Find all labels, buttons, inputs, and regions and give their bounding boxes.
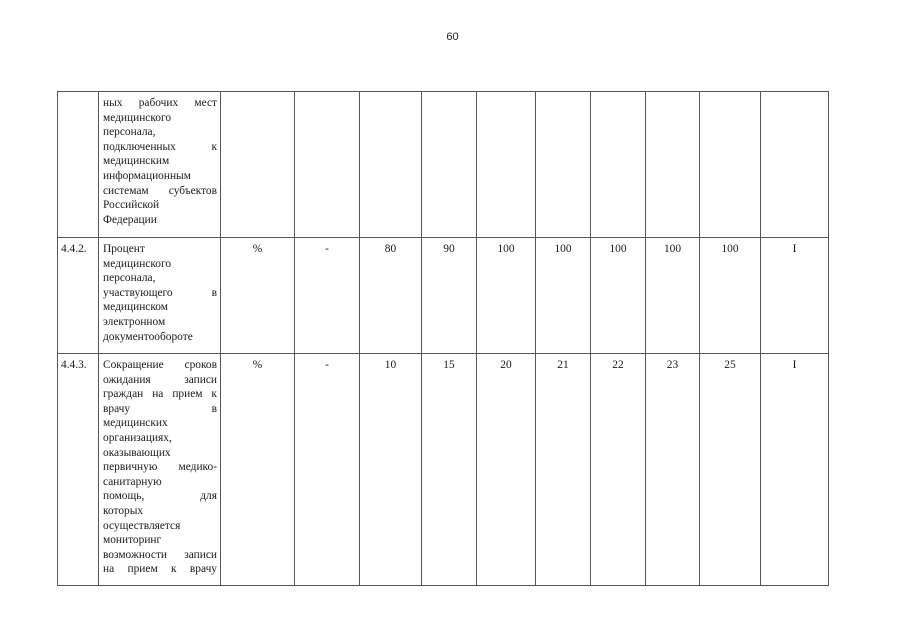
page-number: 60 [446,31,459,43]
description-line: первичную медико- [103,461,217,474]
value-cell [761,92,829,238]
description-line: персонала, [103,126,156,139]
value-cell [477,92,536,238]
description-line: Сокращение сроков [103,359,217,371]
value-cell: 25 [700,354,761,586]
value-cell: 15 [422,354,477,586]
description-line: на прием к врачу [103,563,217,576]
value-cell: 100 [700,238,761,354]
description-line: врачу в [103,402,217,415]
description-line: медицинского [103,257,172,270]
description-line: электронном [103,315,166,328]
table-row [58,354,829,586]
description-line: ных рабочих мест [103,97,217,109]
value-cell [536,92,591,238]
value-cell: I [761,238,829,354]
indicator-description [99,238,221,354]
description-line: системам субъектов [103,184,217,197]
description-line: участвующего в [103,286,217,299]
value-cell: 22 [591,354,646,586]
description-line: Процент [103,243,145,255]
description-line: Российской [103,199,160,212]
description-line: мониторинг [103,534,162,547]
row-number: 4.4.3. [58,354,99,586]
value-cell: - [295,238,360,354]
description-line: медицинским [103,155,170,168]
description-line: медицинских [103,417,168,430]
description-line: ожидания записи [103,373,217,386]
description-line: документообороте [103,330,193,343]
description-line: Федерации [103,213,157,226]
description-line: помощь, для [103,490,217,503]
indicator-description [99,92,221,238]
value-cell: 23 [646,354,700,586]
value-cell: 21 [536,354,591,586]
table-row [58,92,829,238]
description-line: организациях, [103,431,172,444]
value-cell: - [295,354,360,586]
description-line: медицинского [103,111,172,124]
description-line: медицинском [103,301,168,314]
description-line: подключенных к [103,140,217,153]
description-line: граждан на прием к [103,388,217,401]
indicator-description [99,354,221,586]
value-cell: I [761,354,829,586]
value-cell: 20 [477,354,536,586]
description-line: осуществляется [103,519,181,532]
value-cell: 10 [360,354,422,586]
description-line: оказывающих [103,446,171,459]
value-cell: % [221,238,295,354]
value-cell [700,92,761,238]
description-line: возможности записи [103,548,217,561]
indicators-table [57,91,829,586]
value-cell [221,92,295,238]
value-cell: 100 [536,238,591,354]
value-cell [646,92,700,238]
row-number: 4.4.2. [58,238,99,354]
value-cell: 100 [591,238,646,354]
description-line: информационным [103,169,191,182]
value-cell: 90 [422,238,477,354]
value-cell: % [221,354,295,586]
value-cell [295,92,360,238]
description-line: которых [103,504,144,517]
value-cell [360,92,422,238]
row-number [58,92,99,238]
value-cell: 100 [477,238,536,354]
value-cell: 80 [360,238,422,354]
table-row [58,238,829,354]
description-line: персонала, [103,272,156,285]
description-line: санитарную [103,475,162,488]
value-cell [422,92,477,238]
value-cell: 100 [646,238,700,354]
value-cell [591,92,646,238]
